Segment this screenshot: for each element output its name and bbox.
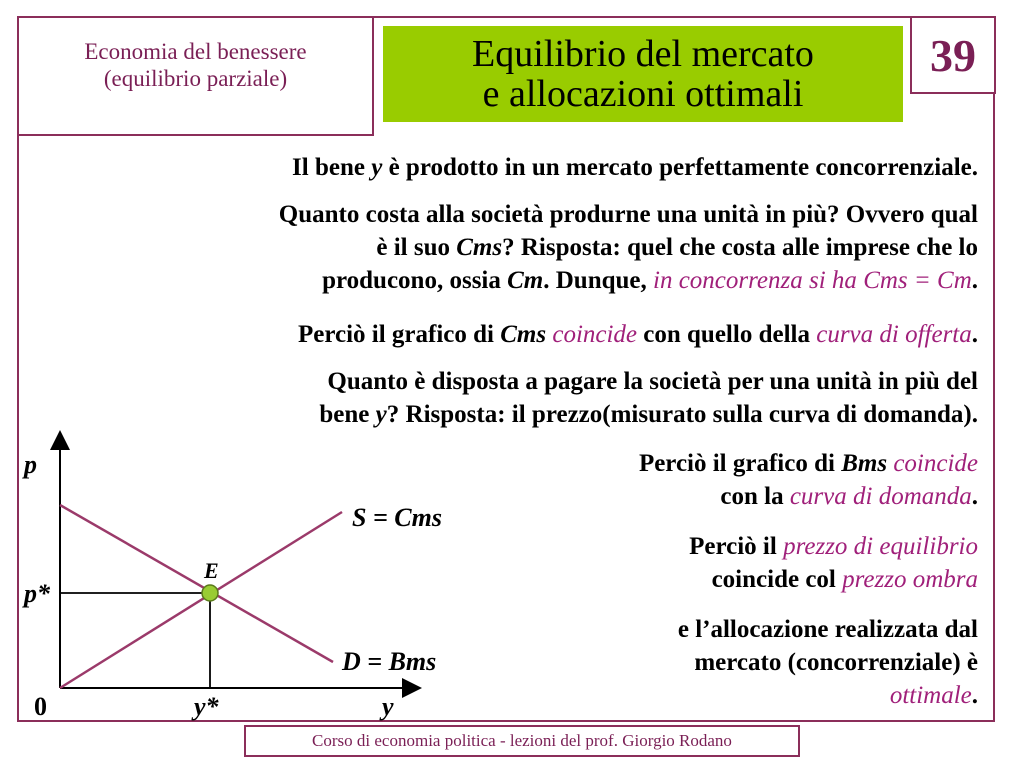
origin-label: 0	[34, 692, 47, 721]
footer-text: Corso di economia politica - lezioni del prof. Giorgio Rodano	[312, 731, 732, 750]
topic-line-1: Economia del benessere	[84, 39, 307, 64]
text: con quello della	[637, 321, 817, 348]
text: .	[971, 483, 978, 510]
text: Perciò il grafico di	[297, 321, 501, 348]
text: coincide col	[711, 566, 843, 593]
demand-curve	[60, 505, 333, 662]
x-axis-label: y	[382, 692, 394, 721]
emphasis: ottimale	[889, 682, 972, 709]
text: Perciò il grafico di	[638, 450, 842, 477]
demand-curve-label: D = Bms	[342, 647, 437, 676]
supply-curve	[60, 512, 342, 688]
emphasis: prezzo ombra	[842, 566, 978, 593]
text-line: e l’allocazione realizzata dal	[677, 616, 978, 643]
text: producono, ossia	[322, 267, 508, 294]
emphasis: in concorrenza si ha	[653, 267, 864, 294]
title-line-1: Equilibrio del mercato	[472, 33, 814, 75]
text: ? Risposta: quel che costa alle imprese che lo	[502, 234, 978, 261]
emphasis: prezzo di equilibrio	[783, 533, 978, 560]
equilibrium-quantity-label: y*	[194, 692, 219, 721]
var-y: y	[371, 154, 383, 181]
text: .	[971, 267, 978, 294]
topic-line-2: (equilibrio parziale)	[103, 66, 288, 91]
text: è prodotto in un mercato perfettamente concorrenziale.	[382, 154, 978, 181]
y-axis-label: p	[24, 450, 37, 479]
emphasis: coincide	[552, 321, 638, 348]
text-line: Quanto è disposta a pagare la società per una unità in più del	[327, 368, 978, 395]
equilibrium-price-label: p*	[24, 579, 50, 608]
footer	[244, 725, 800, 757]
text: .	[971, 682, 978, 709]
var-bms: Bms	[841, 450, 888, 477]
text: con la	[720, 483, 790, 510]
text: . Dunque,	[543, 267, 654, 294]
title-line-2: e allocazioni ottimali	[482, 73, 804, 115]
text: è il suo	[376, 234, 457, 261]
var-cms: Cms	[500, 321, 547, 348]
text: Perciò il	[689, 533, 784, 560]
supply-curve-label: S = Cms	[352, 503, 442, 532]
emphasis: coincide	[893, 450, 978, 477]
text: ? Risposta: il prezzo(misurato sulla curva di domanda).	[386, 401, 978, 428]
text-line: mercato (concorrenziale) è	[694, 649, 978, 676]
slide-number: 39	[930, 29, 976, 81]
var-cms: Cms	[456, 234, 503, 261]
var-cm: Cm	[507, 267, 544, 294]
emphasis: Cms = Cm	[863, 267, 972, 294]
equilibrium-point	[202, 585, 218, 601]
var-y: y	[375, 401, 387, 428]
emphasis: curva di domanda	[789, 483, 972, 510]
text: Il bene	[292, 154, 372, 181]
equilibrium-label: E	[204, 558, 219, 583]
text: bene	[319, 401, 376, 428]
emphasis: curva di offerta	[816, 321, 972, 348]
text-line: Quanto costa alla società produrne una unità in più? Ovvero qual	[278, 201, 978, 228]
text: .	[971, 321, 978, 348]
